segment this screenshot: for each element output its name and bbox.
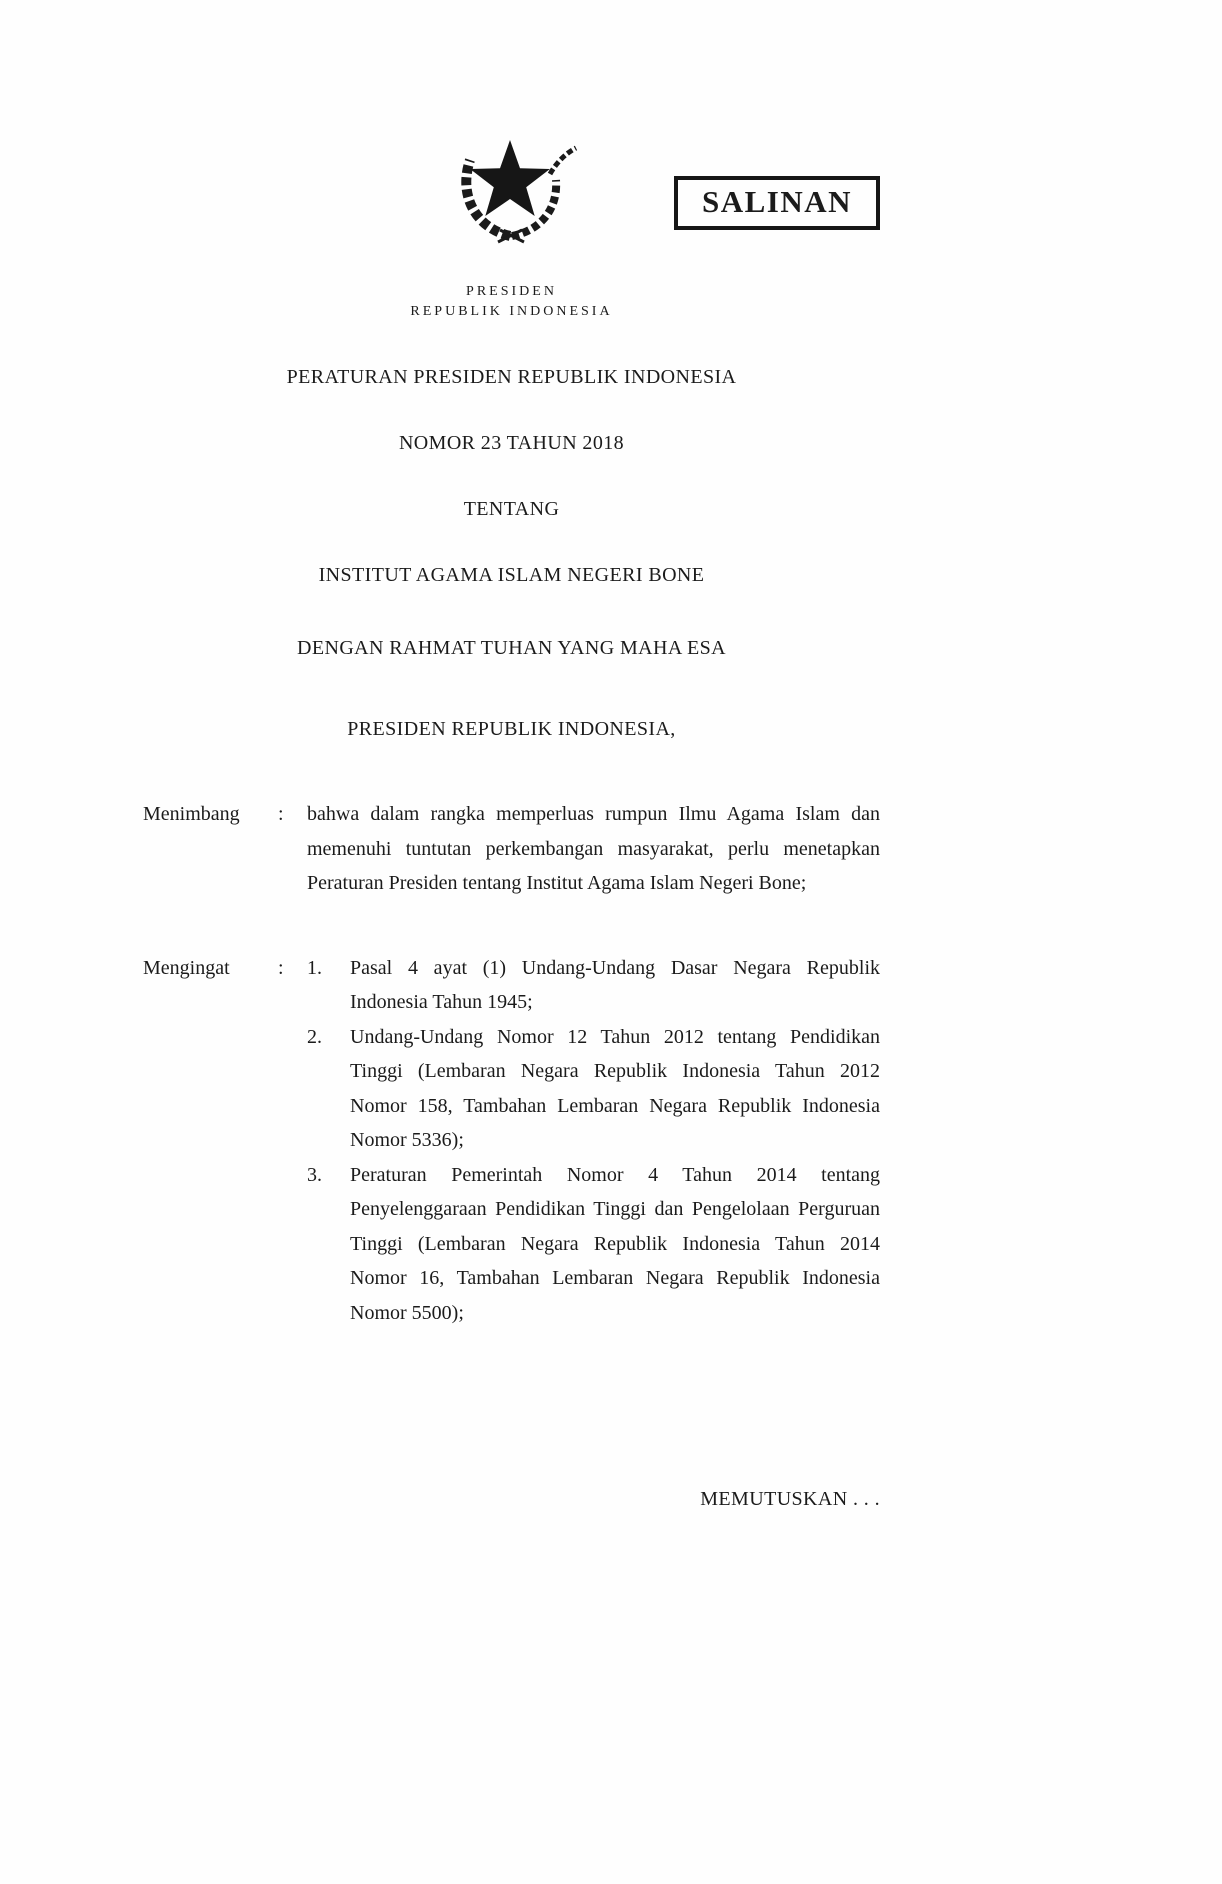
recital-number: 1. — [307, 956, 322, 979]
recital-text: Peraturan Pemerintah Nomor 4 Tahun 2014 tentang Penyelenggaraan Pendidikan Tinggi dan Pengelolaan Perguruan Tinggi (Lembaran Negara Republik Indonesia Tahun 2014 Nomor 16, Tambahan Lembaran Negara Republik Indonesia Nomor 5500); — [350, 1163, 880, 1324]
salinan-stamp — [674, 176, 880, 230]
recalling-separator: : — [278, 956, 284, 979]
divine-invocation: DENGAN RAHMAT TUHAN YANG MAHA ESA — [297, 637, 726, 659]
salinan-stamp-label: SALINAN — [701, 184, 852, 219]
document-header — [143, 124, 880, 256]
list-item — [307, 1020, 880, 1158]
presidential-seal-icon — [446, 124, 578, 257]
considering-clause — [143, 797, 880, 901]
issuing-authority: PRESIDEN REPUBLIK INDONESIA, — [347, 718, 676, 740]
tentang-label: TENTANG — [463, 498, 560, 520]
document-content — [143, 0, 880, 1511]
letterhead — [143, 282, 880, 322]
recalling-clause — [143, 951, 880, 1331]
recital-number: 2. — [307, 1025, 322, 1048]
letterhead-presiden: PRESIDEN — [466, 284, 557, 299]
recital-number: 3. — [307, 1163, 322, 1186]
catchword-memutuskan: MEMUTUSKAN . . . — [700, 1488, 880, 1510]
regulation-title: PERATURAN PRESIDEN REPUBLIK INDONESIA — [286, 366, 737, 388]
considering-text: bahwa dalam rangka memperluas rumpun Ilmu Agama Islam dan memenuhi tuntutan perkembangan masyarakat, perlu menetapkan Peraturan Presiden tentang Institut Agama Islam Negeri Bone; — [307, 803, 880, 894]
considering-separator: : — [278, 803, 284, 825]
recital-list — [307, 951, 880, 1331]
letterhead-republik-indonesia: REPUBLIK INDONESIA — [410, 304, 613, 319]
recalling-label: Mengingat — [143, 956, 230, 979]
list-item — [307, 1158, 880, 1331]
list-item — [307, 951, 880, 1020]
recital-text: Pasal 4 ayat (1) Undang-Undang Dasar Negara Republik Indonesia Tahun 1945; — [350, 956, 880, 1013]
regulation-number: NOMOR 23 TAHUN 2018 — [398, 432, 625, 454]
title-block — [143, 366, 880, 587]
regulation-subject: INSTITUT AGAMA ISLAM NEGERI BONE — [318, 564, 705, 586]
considering-label: Menimbang — [143, 803, 240, 825]
recital-text: Undang-Undang Nomor 12 Tahun 2012 tentang Pendidikan Tinggi (Lembaran Negara Republik Indonesia Tahun 2012 Nomor 158, Tambahan Lembaran Negara Republik Indonesia Nomor 5336); — [350, 1025, 880, 1151]
